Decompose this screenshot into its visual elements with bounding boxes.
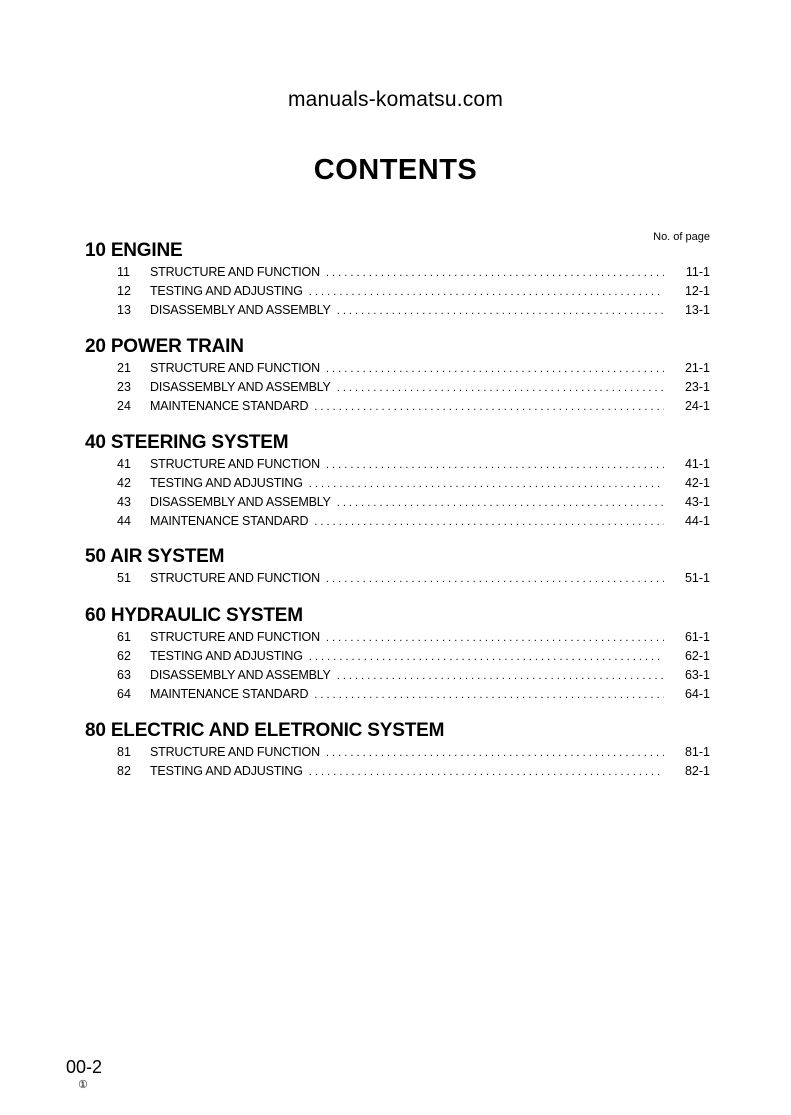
entry-number: 81 <box>117 745 131 759</box>
page-column-label: No. of page <box>653 231 710 243</box>
dot-leader <box>314 686 664 705</box>
entry-page: 41-1 <box>684 457 710 471</box>
section-heading: 40 STEERING SYSTEM <box>85 432 289 453</box>
entry-label: DISASSEMBLY AND ASSEMBLY <box>150 380 331 394</box>
entry-page: 24-1 <box>684 399 710 413</box>
revision-mark: ① <box>78 1079 88 1091</box>
toc-entry[interactable] <box>85 628 710 647</box>
entry-number: 44 <box>117 514 131 528</box>
entry-page: 82-1 <box>684 764 710 778</box>
toc-entry[interactable] <box>85 378 710 397</box>
entry-label: STRUCTURE AND FUNCTION <box>150 630 320 644</box>
dot-leader <box>309 648 664 667</box>
dot-leader <box>326 744 664 763</box>
toc-entry[interactable] <box>85 301 710 320</box>
dot-leader <box>314 398 664 417</box>
dot-leader <box>326 456 664 475</box>
entry-number: 13 <box>117 303 131 317</box>
site-header: manuals-komatsu.com <box>287 88 504 111</box>
section-heading: 20 POWER TRAIN <box>85 336 244 357</box>
section-engine <box>85 239 710 320</box>
entry-page: 63-1 <box>684 668 710 682</box>
section-electric-system <box>85 719 710 781</box>
toc-entry[interactable] <box>85 474 710 493</box>
entry-number: 24 <box>117 399 131 413</box>
entry-number: 41 <box>117 457 131 471</box>
toc-entry[interactable] <box>85 512 710 531</box>
entry-number: 64 <box>117 687 131 701</box>
dot-leader <box>309 475 664 494</box>
entry-label: STRUCTURE AND FUNCTION <box>150 265 320 279</box>
entry-label: STRUCTURE AND FUNCTION <box>150 571 320 585</box>
section-power-train <box>85 335 710 416</box>
entry-page: 23-1 <box>684 380 710 394</box>
entry-page: 44-1 <box>684 514 710 528</box>
page-number: 00-2 <box>66 1057 103 1077</box>
toc-entry[interactable] <box>85 359 710 378</box>
dot-leader <box>337 667 664 686</box>
entry-page: 12-1 <box>684 284 710 298</box>
entry-label: STRUCTURE AND FUNCTION <box>150 745 320 759</box>
dot-leader <box>337 494 664 513</box>
toc-entry[interactable] <box>85 666 710 685</box>
entry-label: TESTING AND ADJUSTING <box>150 649 303 663</box>
entry-number: 63 <box>117 668 131 682</box>
entry-label: MAINTENANCE STANDARD <box>150 399 309 413</box>
dot-leader <box>309 283 664 302</box>
toc-entry[interactable] <box>85 397 710 416</box>
dot-leader <box>326 570 664 589</box>
entry-number: 12 <box>117 284 131 298</box>
entry-label: STRUCTURE AND FUNCTION <box>150 457 320 471</box>
section-heading: 80 ELECTRIC AND ELETRONIC SYSTEM <box>85 720 445 741</box>
dot-leader <box>326 360 664 379</box>
entry-page: 81-1 <box>684 745 710 759</box>
section-heading: 50 AIR SYSTEM <box>85 546 225 567</box>
dot-leader <box>326 264 664 283</box>
entry-page: 11-1 <box>685 265 710 279</box>
entry-number: 62 <box>117 649 131 663</box>
entry-page: 61-1 <box>684 630 710 644</box>
toc-entry[interactable] <box>85 762 710 781</box>
entry-page: 42-1 <box>684 476 710 490</box>
entry-number: 51 <box>117 571 131 585</box>
toc-entry[interactable] <box>85 569 710 588</box>
section-steering-system <box>85 431 710 531</box>
entry-label: DISASSEMBLY AND ASSEMBLY <box>150 495 331 509</box>
entry-page: 62-1 <box>684 649 710 663</box>
entry-number: 82 <box>117 764 131 778</box>
entry-page: 51-1 <box>684 571 710 585</box>
entry-number: 61 <box>117 630 131 644</box>
entry-label: TESTING AND ADJUSTING <box>150 476 303 490</box>
toc-entry[interactable] <box>85 282 710 301</box>
toc-entry[interactable] <box>85 263 710 282</box>
entry-number: 23 <box>117 380 131 394</box>
toc-entry[interactable] <box>85 685 710 704</box>
toc-entry[interactable] <box>85 647 710 666</box>
page-title: CONTENTS <box>313 154 478 186</box>
toc-entry[interactable] <box>85 455 710 474</box>
dot-leader <box>314 513 664 532</box>
toc-entry[interactable] <box>85 743 710 762</box>
section-air-system <box>85 545 710 588</box>
entry-number: 43 <box>117 495 131 509</box>
section-heading: 60 HYDRAULIC SYSTEM <box>85 605 303 626</box>
entry-number: 42 <box>117 476 131 490</box>
dot-leader <box>326 629 664 648</box>
entry-label: DISASSEMBLY AND ASSEMBLY <box>150 303 331 317</box>
dot-leader <box>309 763 664 782</box>
toc-entry[interactable] <box>85 493 710 512</box>
section-heading: 10 ENGINE <box>85 240 183 261</box>
entry-label: TESTING AND ADJUSTING <box>150 764 303 778</box>
entry-label: MAINTENANCE STANDARD <box>150 687 309 701</box>
entry-label: STRUCTURE AND FUNCTION <box>150 361 320 375</box>
entry-page: 21-1 <box>684 361 710 375</box>
entry-number: 21 <box>117 361 131 375</box>
entry-label: MAINTENANCE STANDARD <box>150 514 309 528</box>
dot-leader <box>337 379 664 398</box>
entry-label: TESTING AND ADJUSTING <box>150 284 303 298</box>
entry-number: 11 <box>117 265 130 279</box>
entry-page: 13-1 <box>684 303 710 317</box>
entry-page: 64-1 <box>684 687 710 701</box>
section-hydraulic-system <box>85 604 710 704</box>
dot-leader <box>337 302 664 321</box>
entry-label: DISASSEMBLY AND ASSEMBLY <box>150 668 331 682</box>
entry-page: 43-1 <box>684 495 710 509</box>
